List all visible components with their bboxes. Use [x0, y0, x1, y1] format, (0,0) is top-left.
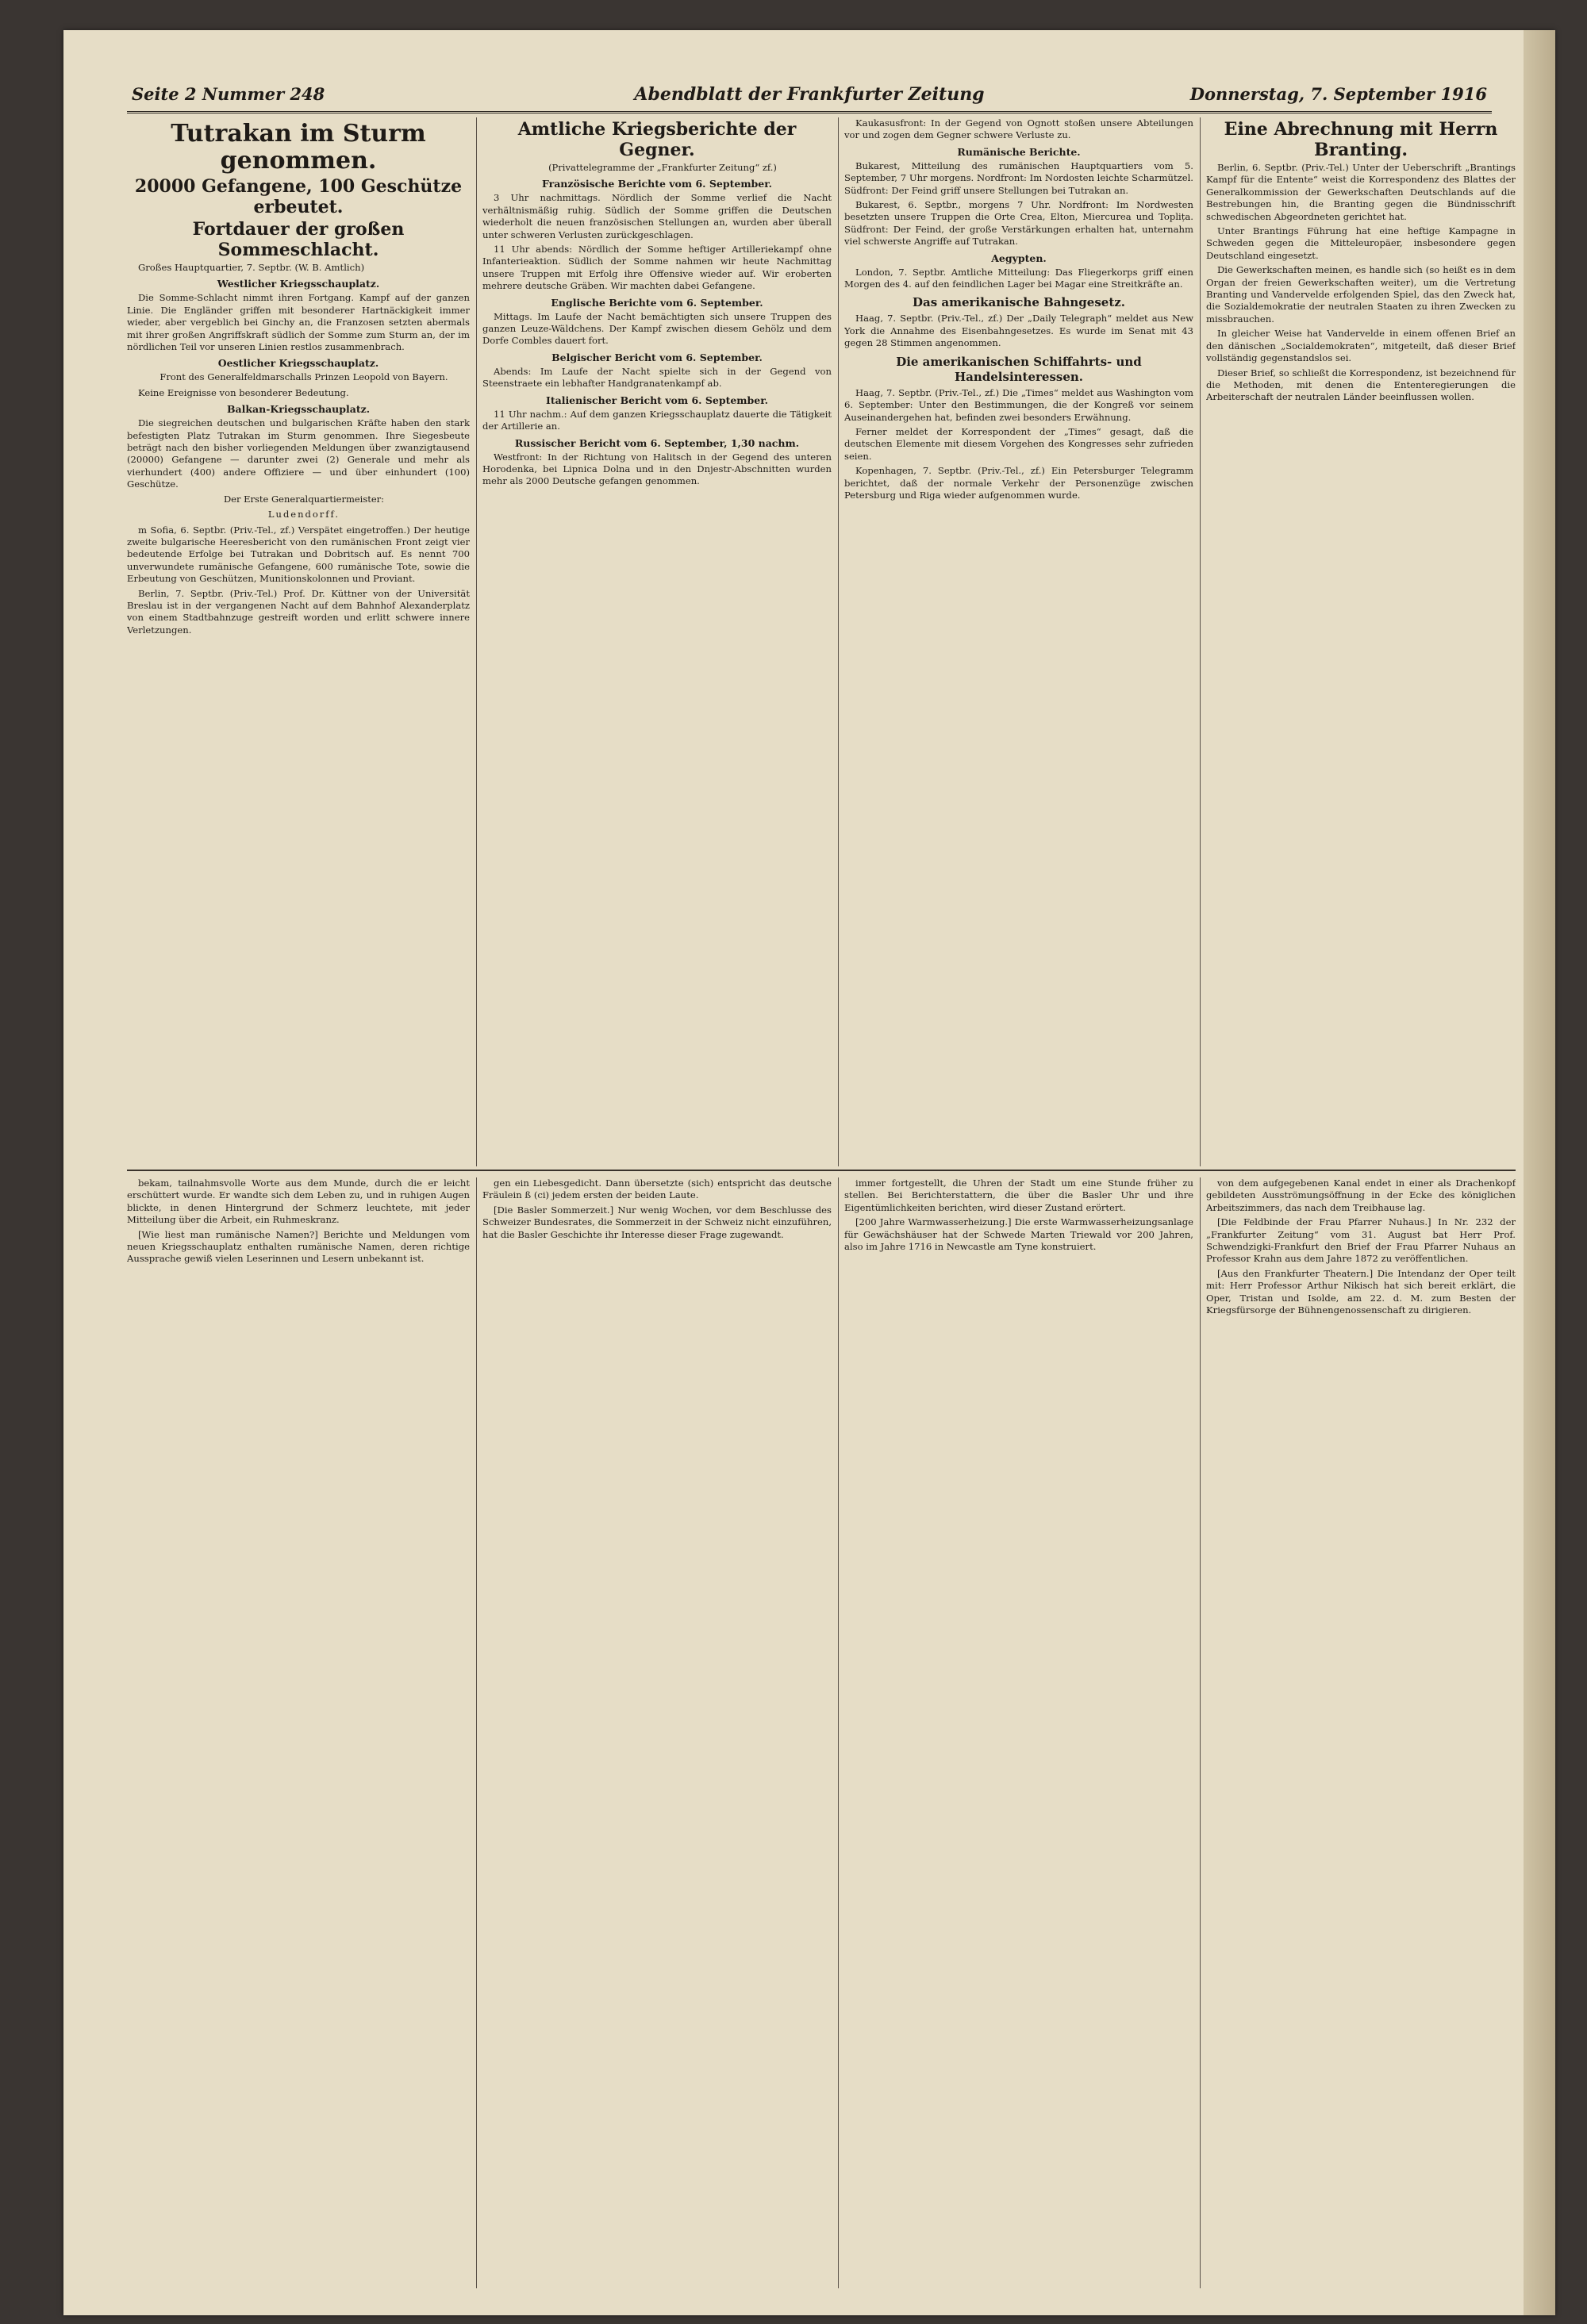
paragraph: Kaukasusfront: In der Gegend von Ognott stoßen unsere Abteilungen vor und zogen dem Gegner schwere Verluste zu.	[844, 117, 1193, 141]
column-divider	[838, 117, 839, 1166]
signature-title: Der Erste Generalquartiermeister:	[223, 493, 385, 505]
paragraph: Ferner meldet der Korrespondent der „Times“ gesagt, daß die deutschen Elemente mit diesem Vorgehen des Kongresses sehr zufrieden seien.	[844, 425, 1193, 462]
sub-french: Französische Berichte vom 6. September.	[541, 178, 773, 190]
sub-romanian: Rumänische Berichte.	[957, 145, 1081, 158]
feuilleton-divider	[127, 1170, 1516, 1171]
page-header	[127, 79, 1492, 113]
feuilleton-col-2	[482, 1177, 832, 2288]
subhead-prisoners: 20000 Gefangene, 100 Geschütze erbeutet.	[134, 176, 463, 217]
column-branting	[1206, 117, 1516, 1166]
subhead-somme: Fortdauer der großen Sommeschlacht.	[192, 219, 405, 260]
sub-italian: Italienischer Bericht vom 6. September.	[545, 394, 769, 406]
paragraph: Die Somme-Schlacht nimmt ihren Fortgang. Kampf auf der ganzen Linie. Die Engländer griffen mit besonderer Hartnäckigkeit immer wieder, aber vergeblich bei Ginchy an, die Franzosen setzten abermals mit ihrer großen Angriffskraft südlich der Somme zum Sturm an, der im nördlichen Teil vor unseren Linien restlos zusammenbrach.	[127, 292, 470, 353]
paragraph: Die Gewerkschaften meinen, es handle sich (so heißt es in dem Organ der freien Gewerkschaften weiter), um die Vertretung Branting und Vandervelde erfolgenden Spiel, das den Zweck hat, die Sozialdemokratie der neutralen Staaten zu ihren Zwecken zu missbrauchen.	[1206, 264, 1516, 325]
section-balkan-front: Balkan-Kriegsschauplatz.	[226, 403, 371, 416]
paragraph: Abends: Im Laufe der Nacht spielte sich in der Gegend von Steenstraete ein lebhafter Handgranatenkampf ab.	[482, 365, 832, 390]
paragraph: Westfront: In der Richtung von Halitsch in der Gegend des unteren Horodenka, bei Lipnica Dolna und in den Dnjestr-Abschnitten wurden mehr als 2000 Deutsche gefangen genommen.	[482, 451, 832, 487]
paragraph: Die siegreichen deutschen und bulgarischen Kräfte haben den stark befestigten Platz Tutrakan im Sturm genommen. Ihre Siegesbeute beträgt nach den bisher vorliegenden Meldungen über zwanzigtausend (20000) Gefangene — darunter zwei (2) Generale und mehr als vierhundert (400) andere Offiziere — und über einhundert (100) Geschütze.	[127, 417, 470, 490]
feuilleton-col-4	[1206, 1177, 1516, 2288]
paragraph: Bukarest, Mitteilung des rumänischen Hauptquartiers vom 5. September, 7 Uhr morgens. Nordfront: Im Nordosten leichte Scharmützel. Südfront: Der Feind griff unsere Stellungen bei Tutrakan an.	[844, 159, 1193, 196]
paragraph: 11 Uhr abends: Nördlich der Somme heftiger Artilleriekampf ohne Infanterieaktion. Südlich der Somme nahmen wir heute Nachmittag unsere Truppen mit Erfolg ihre Offensive wieder auf. Wir eroberten mehrere deutsche Gräben. Wir machten dabei Gefangene.	[482, 244, 832, 292]
column-divider	[1200, 1177, 1201, 2288]
paragraph: 11 Uhr nachm.: Auf dem ganzen Kriegsschauplatz dauerte die Tätigkeit der Artillerie an.	[482, 408, 832, 432]
page-number: Seite 2 Nummer 248	[132, 84, 325, 104]
feuilleton-col-1	[127, 1177, 470, 2288]
paragraph: Haag, 7. Septbr. (Priv.-Tel., zf.) Der „Daily Telegraph“ meldet aus New York die Annahme des Eisenbahngesetzes. Es wurde im Senat mit 43 gegen 28 Stimmen angenommen.	[844, 313, 1193, 349]
headline-enemy-reports: Amtliche Kriegsberichte der Gegner.	[517, 119, 797, 160]
paragraph: Kopenhagen, 7. Septbr. (Priv.-Tel., zf.) Ein Petersburger Telegramm berichtet, daß der normale Verkehr der Personenzüge zwischen Petersburg und Riga wieder aufgenommen wurde.	[844, 465, 1193, 501]
column-divider	[1200, 117, 1201, 1166]
paragraph: Haag, 7. Septbr. (Priv.-Tel., zf.) Die „Times“ meldet aus Washington vom 6. September: Unter den Bestimmungen, die der Kongreß vor seinem Auseinandergehen hat, befinden zwei besonders Erwähnung.	[844, 386, 1193, 423]
dateline: Großes Hauptquartier, 7. Septbr. (W. B. Amtlich)	[138, 262, 365, 273]
feuilleton-col-3	[844, 1177, 1193, 2288]
column-divider	[476, 117, 477, 1166]
paragraph: bekam, tailnahmsvolle Worte aus dem Munde, durch die er leicht erschüttert wurde. Er wandte sich dem Leben zu, und in ruhigen Augen blickte, in denen Hintergrund der Schmerz leuchtete, mit jeder Mitteilung über die Arbeit, ein Ruhmeskranz.	[127, 1177, 470, 1226]
column-war-report	[127, 117, 470, 1166]
sub-russian: Russischer Bericht vom 6. September, 1,30 nachm.	[514, 436, 800, 449]
paragraph: 3 Uhr nachmittags. Nördlich der Somme verlief die Nacht verhältnismäßig ruhig. Südlich der Somme griffen die Deutschen wiederholt die neuen französischen Stellungen an, wurden aber überall unter schweren Verlusten zurückgeschlagen.	[482, 192, 832, 240]
paragraph: von dem aufgegebenen Kanal endet in einer als Drachenkopf gebildeten Ausströmungsöffnung in der Ecke des königlichen Arbeitszimmers, das nach dem Treibhause lag.	[1206, 1177, 1516, 1213]
column-enemy-reports	[482, 117, 832, 1166]
paragraph: Bukarest, 6. Septbr., morgens 7 Uhr. Nordfront: Im Nordwesten besetzten unsere Truppen die Orte Crea, Elton, Miercurea und Toplița. Südfront: Der Feind, der große Verstärkungen erhalten hat, unternahm viel schwerste Angriffe auf Tutrakan.	[844, 199, 1193, 248]
paragraph: [200 Jahre Warmwasserheizung.] Die erste Warmwasserheizungsanlage für Gewächshäuser hat der Schwede Marten Triewald vor 200 Jahren, also im Jahre 1716 in Newcastle am Tyne konstruiert.	[844, 1216, 1193, 1253]
section-western-front: Westlicher Kriegsschauplatz.	[217, 278, 380, 290]
newspaper-page	[63, 30, 1555, 2315]
paragraph: gen ein Liebesgedicht. Dann übersetzte (sich) entspricht das deutsche Fräulein ß (ci) jedem ersten der beiden Laute.	[482, 1177, 832, 1201]
paragraph: Mittags. Im Laufe der Nacht bemächtigten sich unsere Truppen des ganzen Leuze-Wäldchens. Der Kampf zwischen diesem Gehölz und dem Dorfe Combles dauert fort.	[482, 310, 832, 347]
column-divider	[838, 1177, 839, 2288]
paragraph: m Sofia, 6. Septbr. (Priv.-Tel., zf.) Verspätet eingetroffen.) Der heutige zweite bulgarische Heeresbericht von den rumänischen Front zeigt vier bedeutende Erfolge bei Tutrakan und Dobritsch auf. Es nennt 700 unverwundete rumänische Gefangene, 600 rumänische Tote, sowie die Erbeutung von Geschützen, Munitionskolonnen und Proviant.	[127, 524, 470, 585]
paragraph: Berlin, 7. Septbr. (Priv.-Tel.) Prof. Dr. Küttner von der Universität Breslau ist in der vergangenen Nacht auf dem Bahnhof Alexanderplatz von einem Stadtbahnzuge gestreift worden und erlitt schwere innere Verletzungen.	[127, 587, 470, 636]
paragraph: Unter Brantings Führung hat eine heftige Kampagne in Schweden gegen die Mitteleuropäer, insbesondere gegen Deutschland eingesetzt.	[1206, 225, 1516, 261]
issue-date: Donnerstag, 7. September 1916	[1189, 84, 1487, 104]
headline-tutrakan: Tutrakan im Sturm genommen.	[171, 120, 426, 175]
paragraph: Keine Ereignisse von besonderer Bedeutung.	[138, 386, 349, 398]
telegram-note: (Privattelegramme der „Frankfurter Zeitung“ zf.)	[548, 162, 777, 173]
sub-belgian: Belgischer Bericht vom 6. September.	[551, 351, 763, 363]
sub-egypt: Aegypten.	[991, 252, 1047, 264]
paragraph: Berlin, 6. Septbr. (Priv.-Tel.) Unter der Ueberschrift „Brantings Kampf für die Entente“ weist die Korrespondenz des Blattes der Generalkommission der Gewerkschaften Deutschlands auf die Bestrebungen hin, die Branting gegen die Bündnisschrift schwedischen Abgeordneten gerichtet hat.	[1206, 162, 1516, 222]
paragraph: London, 7. Septbr. Amtliche Mitteilung: Das Fliegerkorps griff einen Morgen des 4. auf den feindlichen Lager bei Magar eine Streitkräfte an.	[844, 266, 1193, 290]
page-edge	[1524, 30, 1555, 2315]
paper-title: Abendblatt der Frankfurter Zeitung	[634, 84, 985, 105]
headline-railway-law: Das amerikanische Bahngesetz.	[913, 295, 1125, 310]
front-leopold: Front des Generalfeldmarschalls Prinzen Leopold von Bayern.	[159, 371, 448, 383]
paragraph: immer fortgestellt, die Uhren der Stadt um eine Stunde früher zu stellen. Bei Berichterstattern, die über die Basler Uhr und ihre Eigentümlichkeiten berichten, wird dieser Zustand erörtert.	[844, 1177, 1193, 1213]
column-divider	[476, 1177, 477, 2288]
signature-ludendorff: Ludendorff.	[267, 509, 340, 520]
paragraph: In gleicher Weise hat Vandervelde in einem offenen Brief an den dänischen „Socialdemokraten“, mitgeteilt, daß dieser Brief vollständig gegenstandslos sei.	[1206, 328, 1516, 364]
headline-branting: Eine Abrechnung mit Herrn Branting.	[1224, 119, 1498, 160]
section-eastern-front: Oestlicher Kriegsschauplatz.	[217, 357, 379, 370]
paragraph: [Die Basler Sommerzeit.] Nur wenig Wochen, vor dem Beschlusse des Schweizer Bundesrates, die Sommerzeit in der Schweiz nicht einzuführen, hat die Basler Geschichte ihr Interesse dieser Frage zugewandt.	[482, 1204, 832, 1240]
paragraph: [Die Feldbinde der Frau Pfarrer Nuhaus.] In Nr. 232 der „Frankfurter Zeitung“ vom 31. August bat Herr Prof. Schwendzigki-Frankfurt den Brief der Frau Pfarrer Nuhaus an Professor Krahn aus dem Jahre 1872 zu veröffentlichen.	[1206, 1216, 1516, 1265]
headline-shipping: Die amerikanischen Schiffahrts- und Handelsinteressen.	[896, 354, 1142, 384]
paragraph: [Aus den Frankfurter Theatern.] Die Intendanz der Oper teilt mit: Herr Professor Arthur Nikisch hat sich bereit erklärt, die Oper, Tristan und Isolde, am 22. d. M. zum Besten der Kriegsfürsorge der Bühnengenossenschaft zu dirigieren.	[1206, 1267, 1516, 1316]
sub-english: Englische Berichte vom 6. September.	[551, 296, 763, 309]
paragraph: [Wie liest man rumänische Namen?] Berichte und Meldungen vom neuen Kriegsschauplatz enthalten rumänische Namen, deren richtige Aussprache gewiß vielen Leserinnen und Lesern unbekannt ist.	[127, 1228, 470, 1265]
paragraph: Dieser Brief, so schließt die Korrespondenz, ist bezeichnend für die Methoden, mit denen die Ententeregierungen die Arbeiterschaft der neutralen Länder beeinflussen wollen.	[1206, 367, 1516, 403]
column-caucasus-america	[844, 117, 1193, 1166]
